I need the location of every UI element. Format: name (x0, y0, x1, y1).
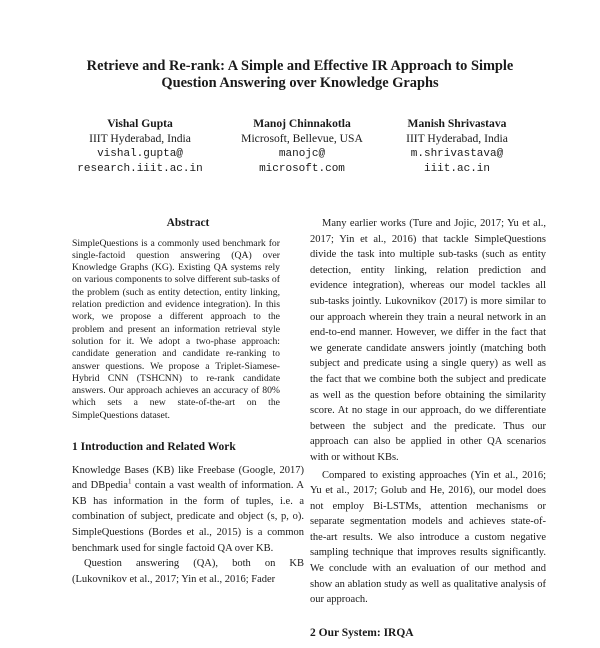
title-line-2: Question Answering over Knowledge Graphs (161, 75, 439, 91)
title-line-1: Retrieve and Re-rank: A Simple and Effective IR Approach to Simple (86, 58, 514, 74)
left-column (72, 216, 304, 587)
section-2-heading: 2 Our System: IRQA (310, 626, 414, 639)
right-paragraph-2: Compared to existing approaches (Yin et al., 2016; Yu et al., 2017; Golub and He, 2016), our model does not employ Bi-LSTMs, attention mechanisms or separate segmentation models and achieves state-of-the-art results. We also introduce a custom negative sampling technique that improves results significantly. We conclude with an evaluation of our method and show an ablation study as well as qualitative analysis of our approach. (310, 469, 546, 606)
paragraph-text: contain a vast wealth of information. A KB has information in the form of tuples, i.e. a combination of subject, predicate and object (s, p, o). SimpleQuestions (Bordes et al., 2015) is a common benchmark used for single factoid QA over KB. (72, 480, 304, 554)
author-name: Vishal Gupta (107, 117, 173, 130)
author-affiliation: IIIT Hyderabad, India (89, 131, 191, 145)
section-1-heading: 1 Introduction and Related Work (72, 441, 236, 454)
paragraph-text: Knowledge Bases (KB) like Freebase (Google, 2017) and DBpedia (72, 464, 304, 492)
author-email-line-1: manojc@ (278, 147, 326, 160)
author-affiliation: IIIT Hyderabad, India (406, 131, 508, 145)
author-name: Manish Shrivastava (407, 117, 507, 130)
paper-title (40, 58, 560, 92)
author-3 (377, 117, 537, 177)
author-affiliation: Microsoft, Bellevue, USA (241, 131, 363, 145)
author-email-line-2: iiit.ac.in (423, 162, 490, 175)
right-paragraph-1: Many earlier works (Ture and Jojic, 2017; Yu et al., 2017; Yin et al., 2016) that tackle SimpleQuestions divide the task into multiple sub-tasks (such as entity detection, entity linking, relation prediction and evidence integration), whereas our model tackles all sub-tasks jointly. Lukovnikov (2017) is more similar to our approach wherein they train a neural network in an end-to-end manner. However, we differ in the fact that we generate candidate answers jointly (matching both subject and predicate using a single query) as well as the fact that we combine both the subject and predicate as well as the question before obtaining the similarity score. At no stage in our approach, do we differentiate between the subject and the predicate. Thus our approach can also be applied in other QA scenarios with or without KBs. (310, 218, 546, 463)
author-2 (222, 117, 382, 177)
right-column (310, 216, 546, 648)
section-1-paragraph-1 (72, 463, 304, 557)
author-email-line-1: m.shrivastava@ (410, 147, 504, 160)
section-1-paragraph-2: Question answering (QA), both on KB (Lukovnikov et al., 2017; Yin et al., 2016; Fader (72, 558, 304, 585)
abstract-text: SimpleQuestions is a commonly used benchmark for single-factoid question answering (QA) over Knowledge Graphs (KG). Existing QA systems rely on various components to solve different sub-tasks of the problem (such as entity detection, entity linking, relation prediction and evidence integration). In this work, we propose a different approach to the problem and present an information retrieval style solution for it. We adopt a two-phase approach: candidate generation and candidate re-ranking to answer questions. We propose a Triplet-Siamese-Hybrid CNN (TSHCNN) to re-rank candidate answers. Our approach achieves an accuracy of 80% which sets a new state-of-the-art on the SimpleQuestions dataset. (72, 237, 280, 421)
author-1 (60, 117, 220, 177)
abstract-heading: Abstract (166, 217, 210, 229)
author-name: Manoj Chinnakotla (253, 117, 351, 130)
author-email-line-2: research.iiit.ac.in (77, 162, 203, 175)
author-email-line-1: vishal.gupta@ (97, 147, 183, 160)
footnote-marker[interactable]: 1 (127, 477, 132, 486)
author-email-line-2: microsoft.com (259, 162, 345, 175)
